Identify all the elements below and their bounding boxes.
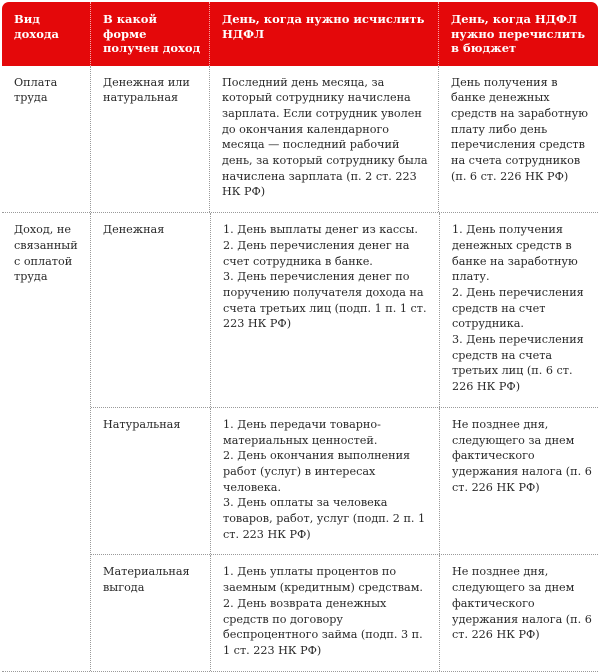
calc-day-item: 2. День возврата денежных средств по договору беспроцентного займа (подп. 3 п. 1 ст. 223 НК РФ) bbox=[223, 596, 423, 657]
transfer-day-cell bbox=[439, 555, 598, 670]
calc-day-item: 2. День перечисления денег на счет сотрудника в банке. bbox=[223, 238, 410, 268]
header-calc-day: День, когда нужно исчислить НДФЛ bbox=[209, 2, 438, 66]
table-row-group bbox=[2, 213, 598, 672]
header-form: В какой форме получен доход bbox=[90, 2, 209, 66]
transfer-day-item: Не позднее дня, следующего за днем фактического удержания налога (п. 6 ст. 226 НК РФ) bbox=[452, 565, 592, 642]
transfer-day-item: 2. День перечисления средств на счет сотрудника. bbox=[452, 285, 584, 331]
ndfl-table bbox=[2, 2, 598, 672]
header-income-type: Вид дохода bbox=[14, 12, 59, 41]
calc-day-cell bbox=[210, 555, 439, 670]
table-subrow bbox=[91, 407, 598, 555]
calc-day-item: 1. День уплаты процентов по заемным (кредитным) средствам. bbox=[223, 565, 423, 595]
calc-day-item: 3. День перечисления денег по поручению получателя дохода на счета третьих лиц (подп. 1 п. 1 ст. 223 НК РФ) bbox=[223, 270, 427, 331]
table-subrow bbox=[91, 554, 598, 670]
calc-day-cell bbox=[210, 408, 439, 555]
calc-day-item: 1. День передачи товарно-материальных ценностей. bbox=[223, 417, 381, 447]
form-cell: Материальная выгода bbox=[103, 565, 190, 595]
table-subrow bbox=[91, 213, 598, 407]
form-cell: Денежная или натуральная bbox=[90, 66, 209, 213]
header-transfer-day: День, когда НДФЛ нужно перечислить в бюджет bbox=[438, 2, 598, 66]
calc-day-cell: Последний день месяца, за который сотруднику начислена зарплата. Если сотрудник уволен до окончания календарного месяца — последний рабочий день, за который сотруднику была начислена зарплата (п. 2 ст. 223 НК РФ) bbox=[209, 66, 438, 213]
income-type-cell: Доход, не связанный с оплатой труда bbox=[14, 223, 78, 284]
calc-day-cell bbox=[210, 213, 439, 407]
transfer-day-cell bbox=[439, 213, 598, 407]
subrows-container bbox=[90, 213, 598, 671]
transfer-day-cell bbox=[439, 408, 598, 555]
income-type-cell: Оплата труда bbox=[14, 75, 58, 105]
form-cell: Натуральная bbox=[103, 417, 181, 431]
table-header bbox=[2, 2, 598, 66]
calc-day-item: 1. День выплаты денег из кассы. bbox=[223, 223, 418, 237]
calc-day-item: 2. День окончания выполнения работ (услуг) в интересах человека. bbox=[223, 449, 411, 494]
calc-day-item: 3. День оплаты за человека товаров, работ, услуг (подп. 2 п. 1 ст. 223 НК РФ) bbox=[223, 496, 426, 541]
transfer-day-item: Не позднее дня, следующего за днем фактического удержания налога (п. 6 ст. 226 НК РФ) bbox=[452, 417, 592, 494]
table-row bbox=[2, 66, 598, 214]
transfer-day-item: 1. День получения денежных средств в банке на заработную плату. bbox=[452, 223, 578, 284]
transfer-day-cell: День получения в банке денежных средств на заработную плату либо день перечисления средств на счета сотрудников (п. 6 ст. 226 НК РФ) bbox=[438, 66, 598, 213]
form-cell: Денежная bbox=[103, 223, 165, 237]
transfer-day-item: 3. День перечисления средств на счета третьих лиц (п. 6 ст. 226 НК РФ) bbox=[452, 333, 584, 394]
